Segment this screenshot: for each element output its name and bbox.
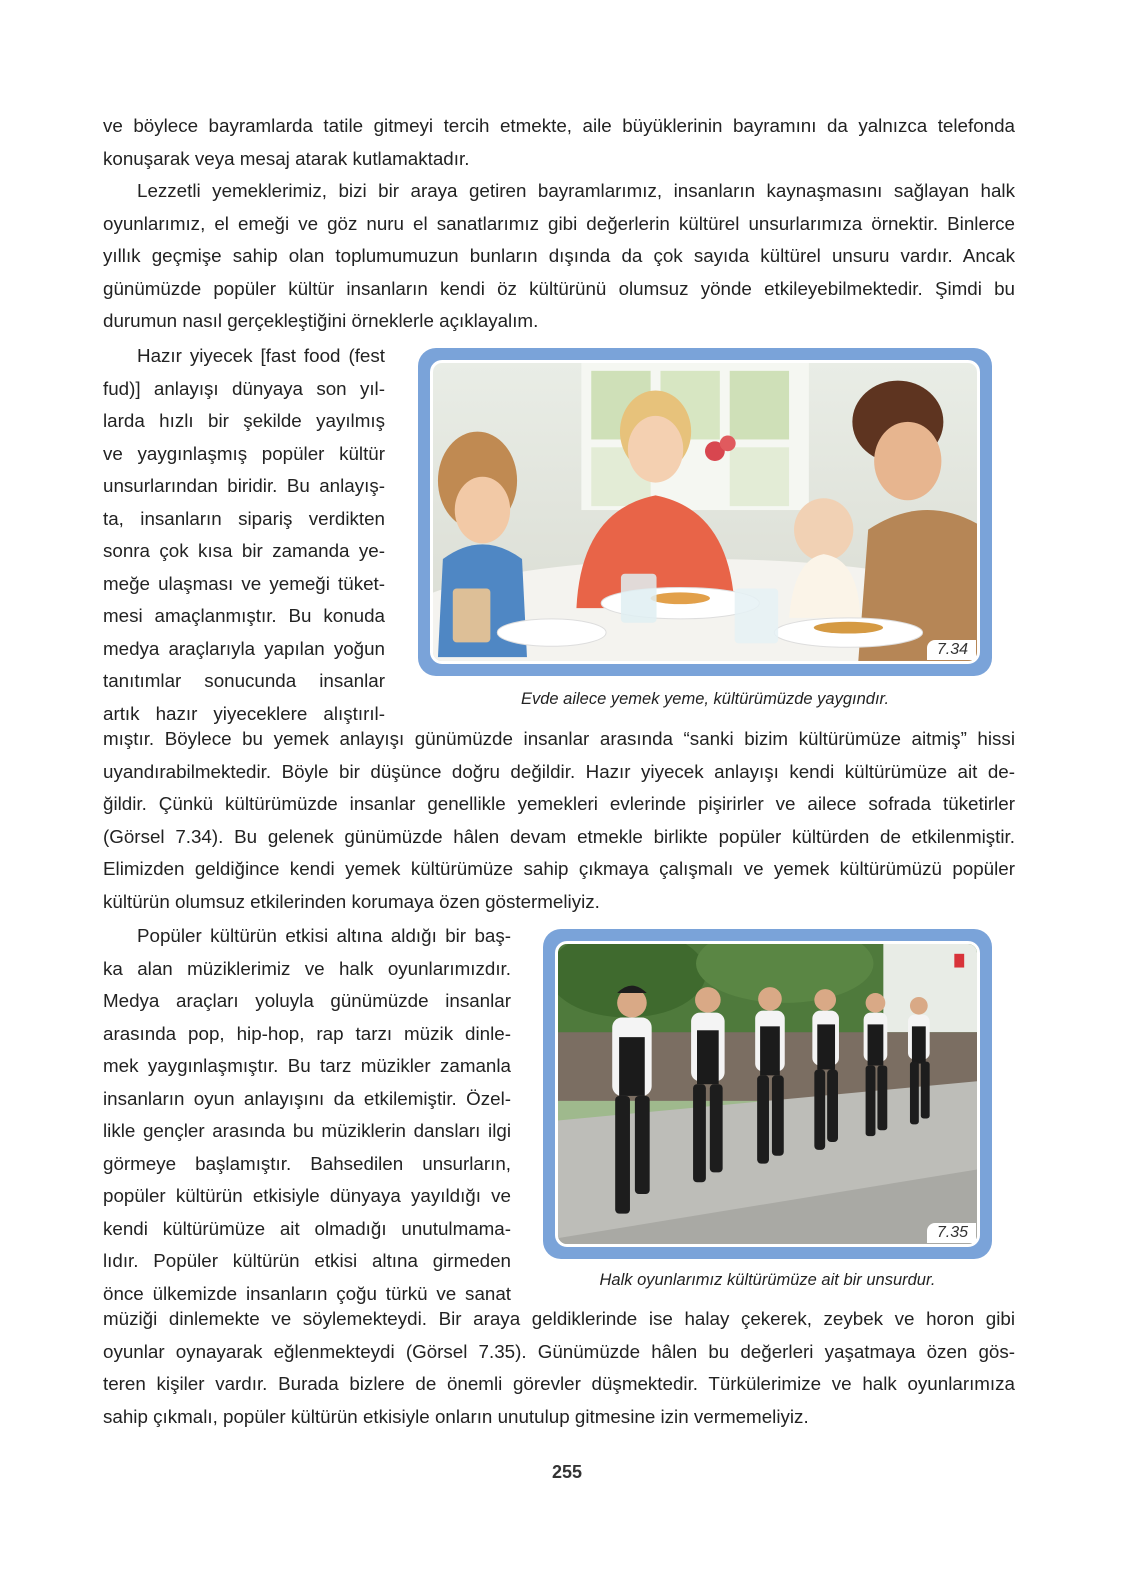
text-line: Popüler kültürün etkisi altına aldığı bir baş- [137, 925, 511, 946]
text-line: mesi amaçlanmıştır. Bu konuda [103, 605, 385, 626]
text-line: ve böylece bayramlarda tatile gitmeyi tercih etmekte, aile büyüklerinin bayramını da yalnızca telefonda [103, 115, 1015, 136]
text-line: ta, insanların sipariş verdikten [103, 507, 385, 529]
text-line: Lezzetli yemeklerimiz, bizi bir araya getiren bayramlarımız, insanların kaynaşmasını sağlayan halk [137, 180, 1015, 201]
text-line: günümüzde popüler kültür insanların kendi öz kültürünü olumsuz yönde etkileyebilmektedir. Şimdi bu [103, 277, 1015, 299]
text-line: meğe ulaşması ve yemeği tüket- [103, 572, 385, 594]
text-line: kültürün olumsuz etkilerinden korumaya özen göstermeliyiz. [103, 890, 600, 912]
family-meal-photo [430, 360, 980, 664]
text-line: lıdır. Popüler kültürün etkisi altına girmeden [103, 1250, 511, 1271]
text-line: sahip çıkmalı, popüler kültürün etkisiyle onların unutulup gitmesine izin vermemeliyiz. [103, 1405, 809, 1427]
text-line: medya araçlarıyla yapılan yoğun [103, 637, 385, 659]
figure-folk-dance [543, 929, 992, 1259]
figure-number: 7.34 [927, 640, 976, 660]
paragraph-music-column [103, 920, 511, 1310]
text-line: likle gençler arasında bu müziklerin dansları ilgi [103, 1120, 511, 1141]
text-line: larda hızlı bir şekilde yayılmış [103, 410, 385, 431]
text-line: fud)] anlayışı dünyaya son yıl- [103, 377, 385, 399]
text-line: ğildir. Çünkü kültürümüzde insanlar genellikle yemekleri evlerinde pişirirler ve ailece sofrada tüketirler [103, 793, 1015, 814]
text-line: teren kişiler vardır. Burada bizlere de önemli görevler düşmektedir. Türkülerimize ve halk oyunlarımıza [103, 1373, 1015, 1394]
text-line: görmeye başlamıştır. Bahsedilen unsurların, [103, 1152, 511, 1174]
figure-caption: Evde ailece yemek yeme, kültürümüzde yaygındır. [520, 690, 890, 708]
text-line: ve yaygınlaşmış popüler kültür [103, 442, 385, 464]
text-line: önce ülkemizde insanların çoğu türkü ve sanat [103, 1282, 511, 1304]
text-line: popüler kültürün etkisiyle dünyaya yayıldığı ve [103, 1185, 511, 1206]
figure-number: 7.35 [927, 1223, 976, 1243]
page-number: 255 [551, 1462, 583, 1482]
text-line: oyunlar oynayarak eğlenmekteydi (Görsel 7.35). Günümüzde hâlen bu değerleri yaşatmaya özen gös- [103, 1340, 1015, 1362]
paragraph-music-continued [103, 1303, 1015, 1433]
text-line: durumun nasıl gerçekleştiğini örneklerle açıklayalım. [103, 310, 539, 331]
text-line: ka alan müziklerimiz ve halk oyunlarımızdır. [103, 957, 511, 979]
text-line: unsurlarından biridir. Bu anlayış- [103, 475, 385, 496]
folk-dance-photo [555, 941, 980, 1247]
paragraph-fast-food-column [103, 340, 385, 730]
text-line: tanıtımlar sonucunda insanlar [103, 670, 385, 691]
text-line: yıllık geçmişe sahip olan toplumumuzun bunların dışında da çok sayıda kültürel unsuru vardır. Ancak [103, 245, 1015, 266]
text-line: Elimizden geldiğince kendi yemek kültürümüze sahip çıkmaya çalışmalı ve yemek kültürümüzü popüler [103, 858, 1015, 879]
text-line: uyandırabilmektedir. Böyle bir düşünce doğru değildir. Hazır yiyecek anlayışı kendi kültürümüze ait de- [103, 760, 1015, 782]
figure-caption: Halk oyunlarımız kültürümüze ait bir unsurdur. [599, 1271, 936, 1289]
text-line: artık hazır yiyeceklere alıştırıl- [103, 702, 385, 724]
text-line: müziği dinlemekte ve söylemekteydi. Bir araya geldiklerinde ise halay çekerek, zeybek ve horon gibi [103, 1308, 1015, 1329]
text-line: konuşarak veya mesaj atarak kutlamaktadır. [103, 147, 470, 169]
text-line: oyunlarımız, el emeği ve göz nuru el sanatlarımız gibi değerlerin kültürel unsurlarımıza örnektir. Binlerce [103, 212, 1015, 234]
text-line: insanların oyun anlayışını da etkilemiştir. Özel- [103, 1087, 511, 1109]
text-line: kendi kültürümüze ait olmadığı unutulmama- [103, 1217, 511, 1239]
figure-family-meal [418, 348, 992, 676]
text-line: arasında pop, hip-hop, rap tarzı müzik dinle- [103, 1022, 511, 1044]
text-line: (Görsel 7.34). Bu gelenek günümüzde hâlen devam etmekle birlikte popüler kültürden de etkilenmiştir. [103, 825, 1015, 847]
text-line: mek yaygınlaşmıştır. Bu tarz müzikler zamanla [103, 1055, 511, 1076]
text-line: mıştır. Böylece bu yemek anlayışı günümüzde insanlar arasında “sanki bizim kültürümüze aitmiş” hissi [103, 728, 1015, 749]
paragraph-fast-food-continued [103, 723, 1015, 918]
text-line: Medya araçları yoluyla günümüzde insanlar [103, 990, 511, 1011]
text-line: sonra çok kısa bir zamanda ye- [103, 540, 385, 561]
text-line: Hazır yiyecek [fast food (fest [137, 345, 385, 366]
paragraph-cultural-elements [103, 175, 1015, 338]
intro-paragraph [103, 110, 1015, 175]
